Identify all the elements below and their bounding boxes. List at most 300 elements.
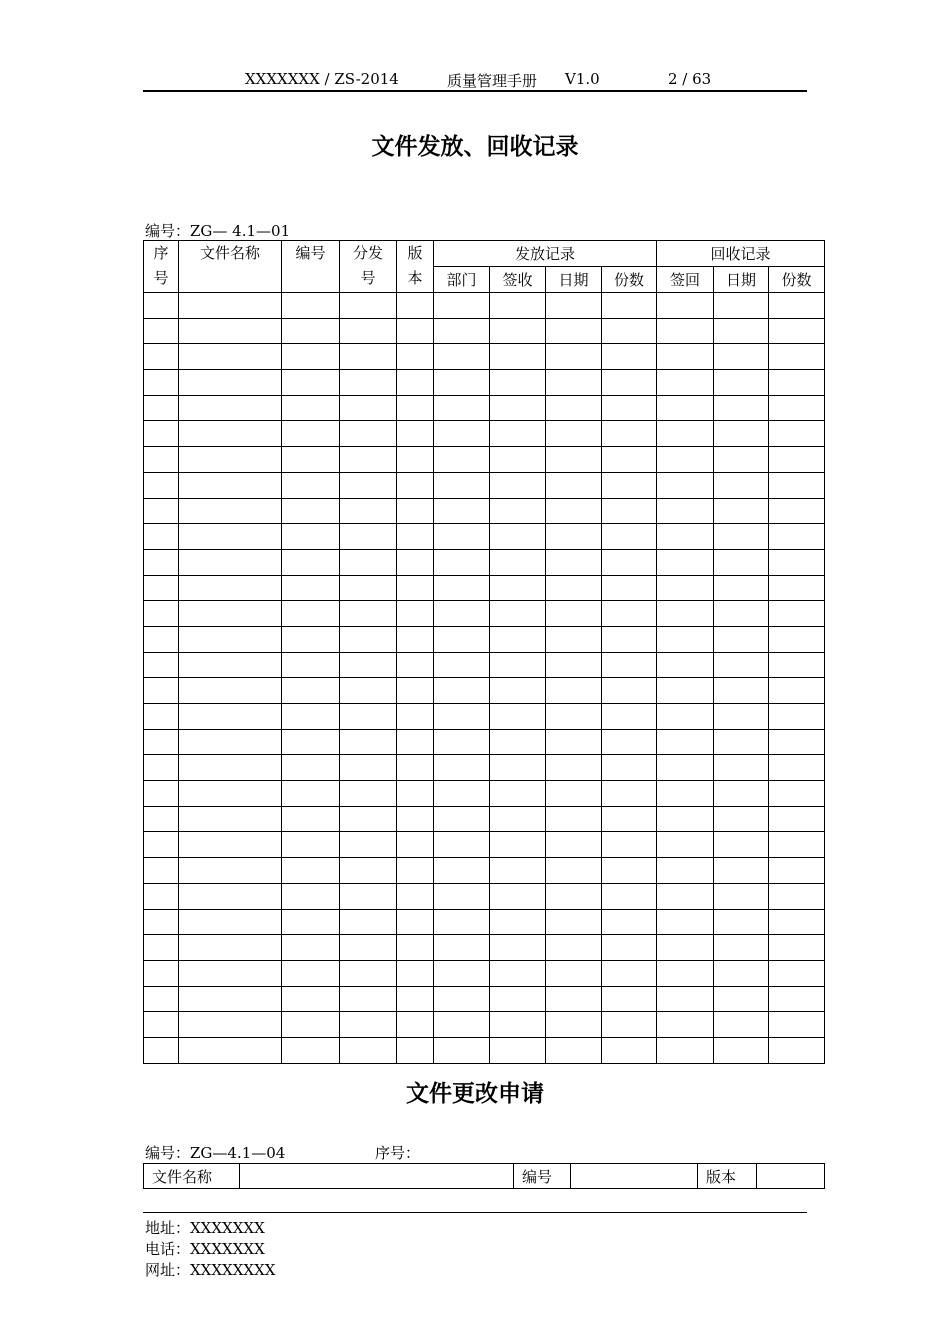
table-cell[interactable]	[602, 704, 657, 730]
table-cell[interactable]	[434, 370, 490, 396]
table-cell[interactable]	[179, 986, 282, 1012]
table-cell[interactable]	[144, 318, 179, 344]
table-cell[interactable]	[490, 755, 546, 781]
table-cell[interactable]	[144, 729, 179, 755]
table-cell[interactable]	[769, 421, 825, 447]
table-cell[interactable]	[144, 935, 179, 961]
table-cell[interactable]	[397, 781, 434, 807]
table-cell[interactable]	[434, 909, 490, 935]
table-cell[interactable]	[144, 395, 179, 421]
table-cell[interactable]	[714, 395, 769, 421]
table-cell[interactable]	[397, 909, 434, 935]
table-cell[interactable]	[490, 781, 546, 807]
table-cell[interactable]	[282, 986, 340, 1012]
table-cell[interactable]	[340, 1037, 397, 1063]
table-cell[interactable]	[397, 549, 434, 575]
table-cell[interactable]	[397, 575, 434, 601]
table-cell[interactable]	[144, 986, 179, 1012]
table-cell[interactable]	[397, 498, 434, 524]
table-cell[interactable]	[340, 909, 397, 935]
table-cell[interactable]	[340, 806, 397, 832]
table-cell[interactable]	[490, 601, 546, 627]
table-cell[interactable]	[714, 421, 769, 447]
table-cell[interactable]	[282, 883, 340, 909]
table-cell[interactable]	[490, 293, 546, 319]
table-cell[interactable]	[144, 447, 179, 473]
table-cell[interactable]	[602, 524, 657, 550]
table-cell[interactable]	[769, 781, 825, 807]
filename-value-cell[interactable]	[240, 1164, 514, 1189]
table-cell[interactable]	[546, 909, 602, 935]
table-cell[interactable]	[769, 883, 825, 909]
table-cell[interactable]	[546, 498, 602, 524]
table-cell[interactable]	[714, 601, 769, 627]
table-cell[interactable]	[490, 1012, 546, 1038]
table-cell[interactable]	[714, 524, 769, 550]
table-cell[interactable]	[602, 935, 657, 961]
table-cell[interactable]	[282, 575, 340, 601]
table-cell[interactable]	[397, 960, 434, 986]
table-cell[interactable]	[602, 858, 657, 884]
table-cell[interactable]	[434, 935, 490, 961]
table-cell[interactable]	[144, 524, 179, 550]
table-cell[interactable]	[490, 935, 546, 961]
table-cell[interactable]	[434, 575, 490, 601]
table-cell[interactable]	[144, 678, 179, 704]
table-cell[interactable]	[179, 755, 282, 781]
table-cell[interactable]	[397, 472, 434, 498]
table-cell[interactable]	[144, 626, 179, 652]
table-cell[interactable]	[546, 1037, 602, 1063]
table-cell[interactable]	[179, 549, 282, 575]
table-cell[interactable]	[144, 1037, 179, 1063]
table-cell[interactable]	[546, 293, 602, 319]
table-cell[interactable]	[144, 293, 179, 319]
table-cell[interactable]	[657, 472, 714, 498]
table-cell[interactable]	[714, 935, 769, 961]
table-cell[interactable]	[434, 421, 490, 447]
table-cell[interactable]	[340, 678, 397, 704]
table-cell[interactable]	[282, 293, 340, 319]
table-cell[interactable]	[397, 370, 434, 396]
table-cell[interactable]	[179, 370, 282, 396]
table-cell[interactable]	[179, 858, 282, 884]
table-cell[interactable]	[179, 601, 282, 627]
table-cell[interactable]	[602, 652, 657, 678]
table-cell[interactable]	[769, 652, 825, 678]
table-cell[interactable]	[434, 704, 490, 730]
table-cell[interactable]	[179, 729, 282, 755]
table-cell[interactable]	[657, 1012, 714, 1038]
table-cell[interactable]	[657, 1037, 714, 1063]
table-cell[interactable]	[179, 421, 282, 447]
table-cell[interactable]	[602, 370, 657, 396]
table-cell[interactable]	[179, 1037, 282, 1063]
table-cell[interactable]	[490, 678, 546, 704]
table-cell[interactable]	[546, 318, 602, 344]
table-cell[interactable]	[546, 781, 602, 807]
table-cell[interactable]	[144, 858, 179, 884]
table-cell[interactable]	[490, 318, 546, 344]
table-cell[interactable]	[282, 472, 340, 498]
table-cell[interactable]	[714, 293, 769, 319]
table-cell[interactable]	[714, 318, 769, 344]
table-cell[interactable]	[179, 447, 282, 473]
table-cell[interactable]	[282, 498, 340, 524]
table-cell[interactable]	[602, 498, 657, 524]
table-cell[interactable]	[602, 447, 657, 473]
table-cell[interactable]	[546, 883, 602, 909]
table-cell[interactable]	[546, 395, 602, 421]
table-cell[interactable]	[179, 832, 282, 858]
table-cell[interactable]	[179, 344, 282, 370]
table-cell[interactable]	[490, 652, 546, 678]
table-cell[interactable]	[546, 472, 602, 498]
table-cell[interactable]	[546, 806, 602, 832]
table-cell[interactable]	[769, 549, 825, 575]
table-cell[interactable]	[602, 832, 657, 858]
table-cell[interactable]	[144, 755, 179, 781]
table-cell[interactable]	[434, 395, 490, 421]
table-cell[interactable]	[434, 960, 490, 986]
table-cell[interactable]	[602, 1037, 657, 1063]
table-cell[interactable]	[282, 626, 340, 652]
table-cell[interactable]	[657, 704, 714, 730]
table-cell[interactable]	[714, 626, 769, 652]
table-cell[interactable]	[434, 601, 490, 627]
table-cell[interactable]	[769, 960, 825, 986]
table-cell[interactable]	[282, 960, 340, 986]
table-cell[interactable]	[397, 652, 434, 678]
table-cell[interactable]	[434, 755, 490, 781]
table-cell[interactable]	[434, 344, 490, 370]
table-cell[interactable]	[282, 678, 340, 704]
table-cell[interactable]	[179, 960, 282, 986]
table-cell[interactable]	[769, 935, 825, 961]
table-cell[interactable]	[282, 421, 340, 447]
table-cell[interactable]	[340, 421, 397, 447]
table-cell[interactable]	[144, 960, 179, 986]
table-cell[interactable]	[769, 575, 825, 601]
table-cell[interactable]	[282, 447, 340, 473]
table-cell[interactable]	[179, 935, 282, 961]
table-cell[interactable]	[434, 318, 490, 344]
table-cell[interactable]	[340, 472, 397, 498]
table-cell[interactable]	[546, 575, 602, 601]
table-cell[interactable]	[714, 1037, 769, 1063]
table-cell[interactable]	[490, 344, 546, 370]
table-cell[interactable]	[714, 1012, 769, 1038]
table-cell[interactable]	[714, 781, 769, 807]
table-cell[interactable]	[602, 395, 657, 421]
table-cell[interactable]	[340, 524, 397, 550]
table-cell[interactable]	[769, 601, 825, 627]
table-cell[interactable]	[490, 395, 546, 421]
table-cell[interactable]	[144, 421, 179, 447]
table-cell[interactable]	[179, 395, 282, 421]
table-cell[interactable]	[434, 806, 490, 832]
table-cell[interactable]	[546, 421, 602, 447]
table-cell[interactable]	[714, 704, 769, 730]
table-cell[interactable]	[434, 626, 490, 652]
table-cell[interactable]	[397, 883, 434, 909]
table-cell[interactable]	[769, 678, 825, 704]
table-cell[interactable]	[490, 524, 546, 550]
table-cell[interactable]	[657, 909, 714, 935]
table-cell[interactable]	[179, 781, 282, 807]
table-cell[interactable]	[397, 729, 434, 755]
table-cell[interactable]	[714, 909, 769, 935]
table-cell[interactable]	[657, 729, 714, 755]
table-cell[interactable]	[546, 549, 602, 575]
table-cell[interactable]	[769, 986, 825, 1012]
table-cell[interactable]	[179, 883, 282, 909]
table-cell[interactable]	[546, 601, 602, 627]
table-cell[interactable]	[769, 318, 825, 344]
table-cell[interactable]	[282, 806, 340, 832]
table-cell[interactable]	[340, 858, 397, 884]
table-cell[interactable]	[282, 318, 340, 344]
table-cell[interactable]	[490, 960, 546, 986]
table-cell[interactable]	[602, 781, 657, 807]
table-cell[interactable]	[179, 1012, 282, 1038]
table-cell[interactable]	[714, 344, 769, 370]
table-cell[interactable]	[434, 447, 490, 473]
table-cell[interactable]	[340, 395, 397, 421]
table-cell[interactable]	[657, 832, 714, 858]
table-cell[interactable]	[769, 293, 825, 319]
table-cell[interactable]	[657, 960, 714, 986]
table-cell[interactable]	[714, 498, 769, 524]
table-cell[interactable]	[340, 575, 397, 601]
table-cell[interactable]	[340, 447, 397, 473]
table-cell[interactable]	[769, 472, 825, 498]
table-cell[interactable]	[769, 370, 825, 396]
table-cell[interactable]	[144, 832, 179, 858]
table-cell[interactable]	[434, 549, 490, 575]
table-cell[interactable]	[144, 1012, 179, 1038]
table-cell[interactable]	[714, 806, 769, 832]
table-cell[interactable]	[282, 652, 340, 678]
table-cell[interactable]	[282, 524, 340, 550]
table-cell[interactable]	[657, 421, 714, 447]
table-cell[interactable]	[657, 498, 714, 524]
table-cell[interactable]	[282, 1012, 340, 1038]
table-cell[interactable]	[282, 755, 340, 781]
table-cell[interactable]	[340, 498, 397, 524]
table-cell[interactable]	[179, 472, 282, 498]
table-cell[interactable]	[340, 935, 397, 961]
table-cell[interactable]	[144, 344, 179, 370]
table-cell[interactable]	[397, 318, 434, 344]
table-cell[interactable]	[769, 755, 825, 781]
table-cell[interactable]	[602, 344, 657, 370]
table-cell[interactable]	[546, 832, 602, 858]
table-cell[interactable]	[144, 806, 179, 832]
table-cell[interactable]	[602, 909, 657, 935]
number-value-cell[interactable]	[571, 1164, 698, 1189]
table-cell[interactable]	[397, 601, 434, 627]
table-cell[interactable]	[397, 704, 434, 730]
table-cell[interactable]	[144, 575, 179, 601]
table-cell[interactable]	[602, 293, 657, 319]
table-cell[interactable]	[769, 395, 825, 421]
table-cell[interactable]	[714, 575, 769, 601]
table-cell[interactable]	[714, 986, 769, 1012]
table-cell[interactable]	[340, 652, 397, 678]
table-cell[interactable]	[602, 986, 657, 1012]
table-cell[interactable]	[546, 344, 602, 370]
table-cell[interactable]	[434, 678, 490, 704]
table-cell[interactable]	[282, 858, 340, 884]
table-cell[interactable]	[340, 1012, 397, 1038]
table-cell[interactable]	[179, 806, 282, 832]
table-cell[interactable]	[657, 678, 714, 704]
table-cell[interactable]	[546, 652, 602, 678]
table-cell[interactable]	[546, 986, 602, 1012]
table-cell[interactable]	[490, 498, 546, 524]
table-cell[interactable]	[490, 858, 546, 884]
table-cell[interactable]	[179, 909, 282, 935]
table-cell[interactable]	[769, 498, 825, 524]
table-cell[interactable]	[144, 909, 179, 935]
table-cell[interactable]	[546, 626, 602, 652]
table-cell[interactable]	[282, 909, 340, 935]
table-cell[interactable]	[340, 549, 397, 575]
table-cell[interactable]	[602, 421, 657, 447]
table-cell[interactable]	[546, 960, 602, 986]
table-cell[interactable]	[340, 601, 397, 627]
table-cell[interactable]	[144, 601, 179, 627]
table-cell[interactable]	[397, 678, 434, 704]
table-cell[interactable]	[769, 524, 825, 550]
table-cell[interactable]	[340, 755, 397, 781]
table-cell[interactable]	[282, 1037, 340, 1063]
table-cell[interactable]	[602, 601, 657, 627]
table-cell[interactable]	[714, 652, 769, 678]
table-cell[interactable]	[546, 1012, 602, 1038]
table-cell[interactable]	[179, 704, 282, 730]
table-cell[interactable]	[602, 678, 657, 704]
table-cell[interactable]	[397, 806, 434, 832]
table-cell[interactable]	[397, 626, 434, 652]
table-cell[interactable]	[179, 293, 282, 319]
table-cell[interactable]	[490, 832, 546, 858]
table-cell[interactable]	[397, 832, 434, 858]
table-cell[interactable]	[769, 704, 825, 730]
table-cell[interactable]	[397, 447, 434, 473]
table-cell[interactable]	[657, 549, 714, 575]
table-cell[interactable]	[340, 370, 397, 396]
table-cell[interactable]	[602, 755, 657, 781]
table-cell[interactable]	[714, 858, 769, 884]
table-cell[interactable]	[490, 729, 546, 755]
table-cell[interactable]	[769, 1037, 825, 1063]
table-cell[interactable]	[434, 729, 490, 755]
table-cell[interactable]	[179, 524, 282, 550]
table-cell[interactable]	[434, 781, 490, 807]
table-cell[interactable]	[340, 344, 397, 370]
table-cell[interactable]	[434, 858, 490, 884]
table-cell[interactable]	[397, 1012, 434, 1038]
table-cell[interactable]	[714, 678, 769, 704]
table-cell[interactable]	[490, 806, 546, 832]
table-cell[interactable]	[546, 935, 602, 961]
table-cell[interactable]	[144, 704, 179, 730]
table-cell[interactable]	[714, 370, 769, 396]
table-cell[interactable]	[769, 909, 825, 935]
table-cell[interactable]	[546, 370, 602, 396]
table-cell[interactable]	[144, 472, 179, 498]
table-cell[interactable]	[657, 755, 714, 781]
table-cell[interactable]	[490, 472, 546, 498]
table-cell[interactable]	[144, 370, 179, 396]
table-cell[interactable]	[397, 755, 434, 781]
table-cell[interactable]	[657, 626, 714, 652]
table-cell[interactable]	[657, 806, 714, 832]
table-cell[interactable]	[397, 858, 434, 884]
table-cell[interactable]	[602, 626, 657, 652]
table-cell[interactable]	[282, 344, 340, 370]
table-cell[interactable]	[490, 421, 546, 447]
table-cell[interactable]	[602, 806, 657, 832]
table-cell[interactable]	[144, 883, 179, 909]
table-cell[interactable]	[490, 575, 546, 601]
table-cell[interactable]	[714, 883, 769, 909]
table-cell[interactable]	[397, 293, 434, 319]
table-cell[interactable]	[144, 781, 179, 807]
table-cell[interactable]	[602, 318, 657, 344]
table-cell[interactable]	[434, 986, 490, 1012]
table-cell[interactable]	[340, 704, 397, 730]
table-cell[interactable]	[282, 549, 340, 575]
table-cell[interactable]	[179, 318, 282, 344]
table-cell[interactable]	[282, 832, 340, 858]
table-cell[interactable]	[434, 524, 490, 550]
table-cell[interactable]	[397, 986, 434, 1012]
table-cell[interactable]	[657, 858, 714, 884]
table-cell[interactable]	[282, 729, 340, 755]
table-cell[interactable]	[714, 960, 769, 986]
table-cell[interactable]	[179, 678, 282, 704]
table-cell[interactable]	[657, 986, 714, 1012]
table-cell[interactable]	[397, 524, 434, 550]
table-cell[interactable]	[714, 549, 769, 575]
table-cell[interactable]	[657, 370, 714, 396]
table-cell[interactable]	[657, 524, 714, 550]
table-cell[interactable]	[490, 626, 546, 652]
table-cell[interactable]	[546, 524, 602, 550]
table-cell[interactable]	[340, 986, 397, 1012]
table-cell[interactable]	[657, 318, 714, 344]
table-cell[interactable]	[657, 935, 714, 961]
table-cell[interactable]	[490, 370, 546, 396]
table-cell[interactable]	[657, 395, 714, 421]
table-cell[interactable]	[144, 498, 179, 524]
table-cell[interactable]	[340, 293, 397, 319]
table-cell[interactable]	[282, 601, 340, 627]
table-cell[interactable]	[602, 1012, 657, 1038]
table-cell[interactable]	[602, 472, 657, 498]
table-cell[interactable]	[546, 447, 602, 473]
table-cell[interactable]	[490, 704, 546, 730]
table-cell[interactable]	[282, 781, 340, 807]
table-cell[interactable]	[714, 729, 769, 755]
table-cell[interactable]	[434, 883, 490, 909]
table-cell[interactable]	[434, 293, 490, 319]
table-cell[interactable]	[769, 806, 825, 832]
table-cell[interactable]	[769, 832, 825, 858]
